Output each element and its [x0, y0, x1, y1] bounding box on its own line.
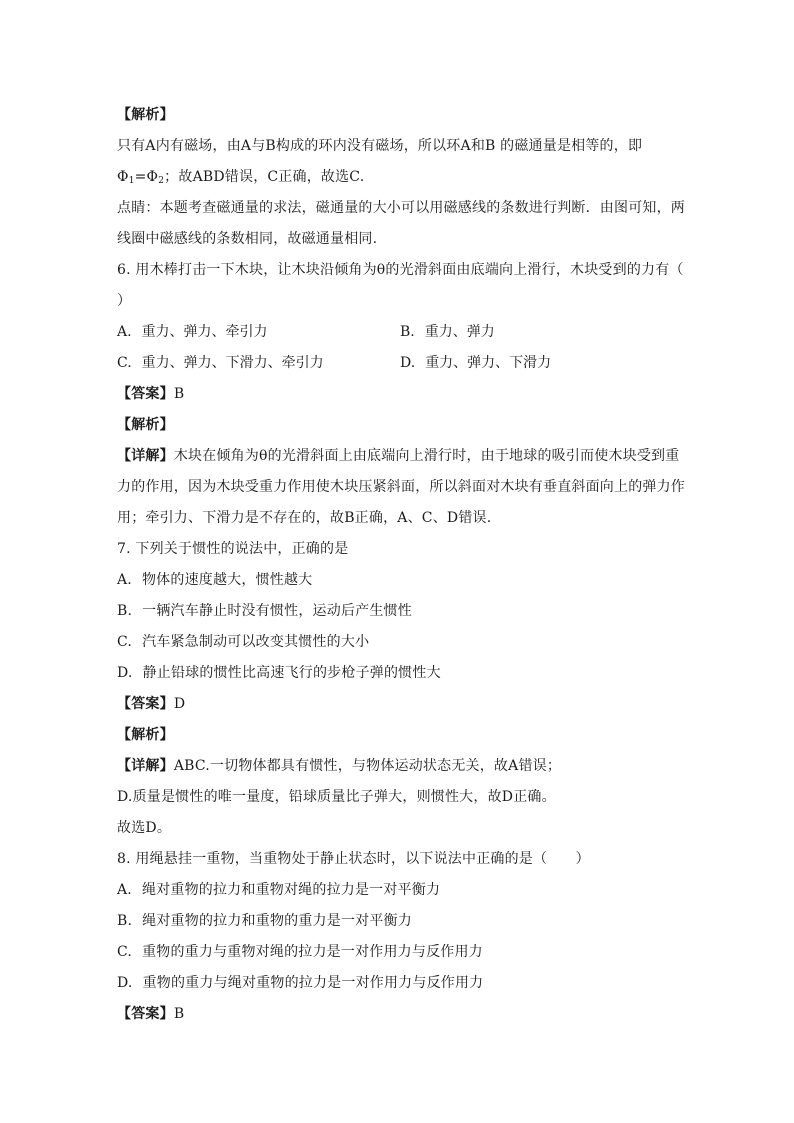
option-letter: A.	[117, 324, 132, 340]
option-letter: B.	[117, 603, 133, 619]
q5-analysis-line-2	[117, 162, 683, 193]
q6-stem-line-2: ）	[117, 293, 132, 309]
option-text: 重物的重力与绳对重物的拉力是一对作用力与反作用力	[142, 975, 484, 991]
q5-comment-line-2: 线圈中磁感线的条数相同，故磁通量相同.	[117, 231, 378, 247]
q7-conclusion: 故选D。	[117, 820, 172, 836]
q8-option-b	[117, 906, 683, 937]
phi-subscript-2: 2	[158, 176, 165, 186]
answer-value: B	[173, 1006, 185, 1022]
q6-analysis-tag: 【解析】	[117, 417, 174, 433]
q8-answer	[117, 999, 683, 1030]
q6-option-d	[400, 348, 683, 379]
q8-option-a	[117, 875, 683, 906]
option-letter: A.	[117, 882, 132, 898]
q7-option-c	[117, 627, 683, 658]
q6-answer	[117, 379, 683, 410]
q7-option-a	[117, 565, 683, 596]
q8-stem: 8. 用绳悬挂一重物，当重物处于静止状态时，以下说法中正确的是（ ）	[117, 851, 590, 867]
option-text: 绳对重物的拉力和重物对绳的拉力是一对平衡力	[141, 882, 441, 898]
option-text: 重物的重力与重物对绳的拉力是一对作用力与反作用力	[142, 944, 483, 960]
answer-tag: 【答案】	[117, 1006, 174, 1022]
option-text: 重力、弹力、下滑力、牵引力	[141, 355, 324, 371]
q5-analysis-line-1: 只有A内有磁场，由A与B构成的环内没有磁场，所以环A和B 的磁通量是相等的，即	[117, 138, 643, 154]
q7-option-d	[117, 658, 683, 689]
option-letter: C.	[117, 944, 133, 960]
q7-answer	[117, 689, 683, 720]
option-text: 绳对重物的拉力和重物的重力是一对平衡力	[142, 913, 412, 929]
option-text: 重力、弹力、下滑力	[425, 355, 552, 371]
option-letter: A.	[117, 572, 132, 588]
answer-tag: 【答案】	[117, 386, 174, 402]
answer-tag: 【答案】	[117, 696, 174, 712]
q6-option-c	[117, 348, 400, 379]
detail-text: ABC.一切物体都具有惯性，与物体运动状态无关，故A错误；	[173, 758, 562, 774]
option-letter: B.	[117, 913, 133, 929]
option-text: 汽车紧急制动可以改变其惯性的大小	[142, 634, 370, 650]
option-letter: C.	[117, 634, 133, 650]
q6-options-row-2	[117, 348, 683, 379]
q5-comment-line-1: 点睛：本题考查磁通量的求法，磁通量的大小可以用磁感线的条数进行判断．由图可知，两	[117, 200, 685, 216]
option-text: 一辆汽车静止时没有惯性，运动后产生惯性	[142, 603, 412, 619]
q6-detail-line-1	[117, 441, 683, 472]
q6-options-row-1	[117, 317, 683, 348]
q6-detail-line-2: 力的作用，因为木块受重力作用使木块压紧斜面，所以斜面对木块有垂直斜面向上的弹力作	[117, 479, 685, 495]
q7-detail-line-2: D.质量是惯性的唯一量度，铅球质量比子弹大，则惯性大，故D正确。	[117, 789, 556, 805]
q5-analysis-tag: 【解析】	[117, 107, 174, 123]
q5-analysis-line-2-rest: ；故ABD错误，C正确，故选C.	[164, 169, 365, 185]
detail-text: 木块在倾角为θ的光滑斜面上由底端向上滑行时，由于地球的吸引而使木块受到重	[173, 448, 680, 464]
option-letter: B.	[400, 324, 415, 340]
detail-tag: 【详解】	[117, 448, 174, 464]
document-content	[117, 100, 683, 1030]
option-letter: C.	[117, 355, 132, 371]
option-letter: D.	[117, 975, 133, 991]
answer-value: B	[173, 386, 185, 402]
option-text: 重力、弹力、牵引力	[141, 324, 268, 340]
detail-tag: 【详解】	[117, 758, 174, 774]
answer-value: D	[173, 696, 186, 712]
phi-subscript-1: 1	[128, 176, 135, 186]
option-letter: D.	[400, 355, 416, 371]
option-text: 静止铅球的惯性比高速飞行的步枪子弹的惯性大	[142, 665, 441, 681]
option-letter: D.	[117, 665, 133, 681]
q6-option-b	[400, 317, 683, 348]
option-text: 物体的速度越大，惯性越大	[141, 572, 313, 588]
phi-symbol: Φ	[117, 169, 129, 185]
q8-option-d	[117, 968, 683, 999]
option-text: 重力、弹力	[424, 324, 495, 340]
q8-option-c	[117, 937, 683, 968]
q6-option-a	[117, 317, 400, 348]
q7-stem: 7. 下列关于惯性的说法中，正确的是	[117, 541, 349, 557]
q6-stem-line-1: 6. 用木棒打击一下木块，让木块沿倾角为θ的光滑斜面由底端向上滑行，木块受到的力有（	[117, 262, 684, 278]
q7-analysis-tag: 【解析】	[117, 727, 174, 743]
q7-option-b	[117, 596, 683, 627]
q6-detail-line-3: 用；牵引力、下滑力是不存在的，故B正确，A、C、D错误.	[117, 510, 492, 526]
q7-detail-line-1	[117, 751, 683, 782]
phi-equals: =Φ	[134, 169, 159, 185]
